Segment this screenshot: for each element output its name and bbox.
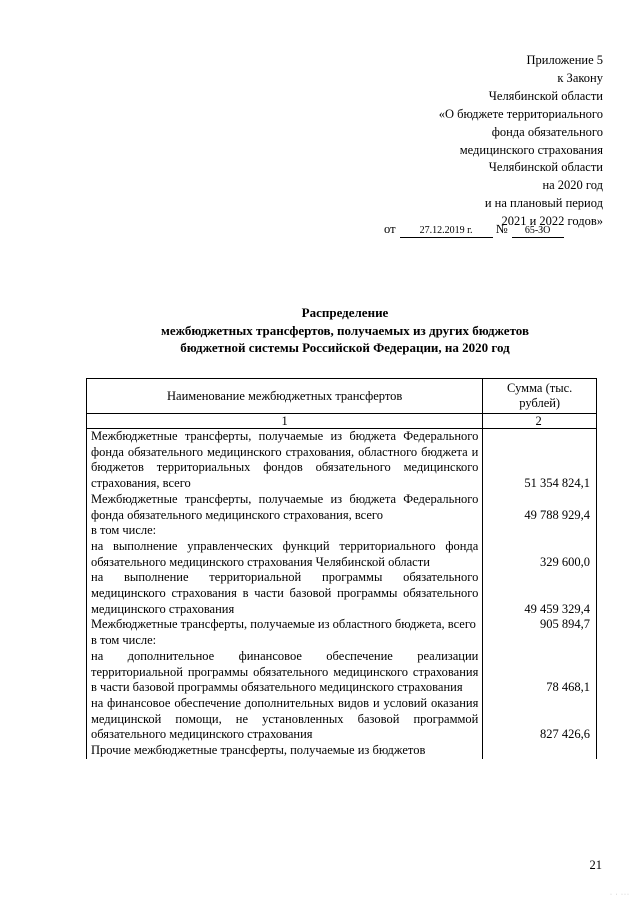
table-row [87,649,597,696]
law-number: 65-ЗО [512,224,564,238]
row-name: на финансовое обеспечение дополнительных видов и условий оказания медицинской помощи, не установленных базовой программой обязательного медицинского страхования [87,696,483,743]
law-date-number [384,220,604,238]
row-sum: 78 468,1 [483,649,597,696]
table-row [87,633,597,649]
annex-line: 2021 и 2022 годов» [501,214,603,229]
from-label: от [384,222,396,236]
annex-line: Челябинской области [488,88,603,103]
table-row [87,617,597,633]
row-name: Межбюджетные трансферты, получаемые из областного бюджета, всего [87,617,483,633]
table-row [87,743,597,759]
table-row [87,696,597,743]
table-row [87,429,597,492]
annex-line: медицинского страхования [459,142,603,157]
row-sum [483,523,597,539]
page-number: 21 [589,858,602,872]
row-sum: 905 894,7 [483,617,597,633]
annex-block [343,52,603,231]
header-sum: Сумма (тыс. рублей) [483,379,597,414]
header-name: Наименование межбюджетных трансфертов [87,379,483,414]
row-name: в том числе: [87,633,483,649]
row-name: Межбюджетные трансферты, получаемые из бюджета Федерального фонда обязательного медицинского страхования, всего [87,492,483,523]
corner-mark: · · ··· [610,892,630,898]
row-sum: 827 426,6 [483,696,597,743]
annex-line: к Закону [557,70,603,85]
law-date: 27.12.2019 г. [400,224,493,238]
table-row [87,570,597,617]
table-row [87,539,597,570]
annex-line: на 2020 год [542,178,603,193]
row-sum [483,633,597,649]
row-name: на выполнение территориальной программы обязательного медицинского страхования в части базовой программы обязательного медицинского страхования [87,570,483,617]
col-number-2: 2 [483,414,597,429]
table-row [87,523,597,539]
row-name: на дополнительное финансовое обеспечение реализации территориальной программы обязательного медицинского страхования в части базовой программы обязательного медицинского страхования [87,649,483,696]
title-line: Распределение [301,305,389,320]
row-name: на выполнение управленческих функций территориального фонда обязательного медицинского страхования Челябинской области [87,539,483,570]
annex-line: Приложение 5 [526,53,603,67]
annex-line: «О бюджете территориального [438,106,603,121]
number-label: № [495,222,508,236]
annex-line: фонда обязательного [491,124,603,139]
row-sum: 49 788 929,4 [483,492,597,523]
table-row [87,492,597,523]
row-name: Прочие межбюджетные трансферты, получаемые из бюджетов [87,743,483,759]
row-sum: 49 459 329,4 [483,570,597,617]
title-line: бюджетной системы Российской Федерации, на 2020 год [180,340,510,356]
row-sum [483,743,597,759]
annex-line: Челябинской области [488,160,603,175]
document-title [95,304,595,357]
annex-line: и на плановый период [484,196,603,211]
row-name: Межбюджетные трансферты, получаемые из бюджета Федерального фонда обязательного медицинского страхования, областного бюджета и бюджетов территориальных фондов обязательного медицинского страхования, всего [87,429,483,492]
row-sum: 51 354 824,1 [483,429,597,492]
row-sum: 329 600,0 [483,539,597,570]
row-name: в том числе: [87,523,483,539]
table-header [87,379,597,414]
transfers-table [86,378,597,759]
column-numbers [87,414,597,429]
col-number-1: 1 [87,414,483,429]
title-line: межбюджетных трансфертов, получаемых из других бюджетов [161,322,529,338]
